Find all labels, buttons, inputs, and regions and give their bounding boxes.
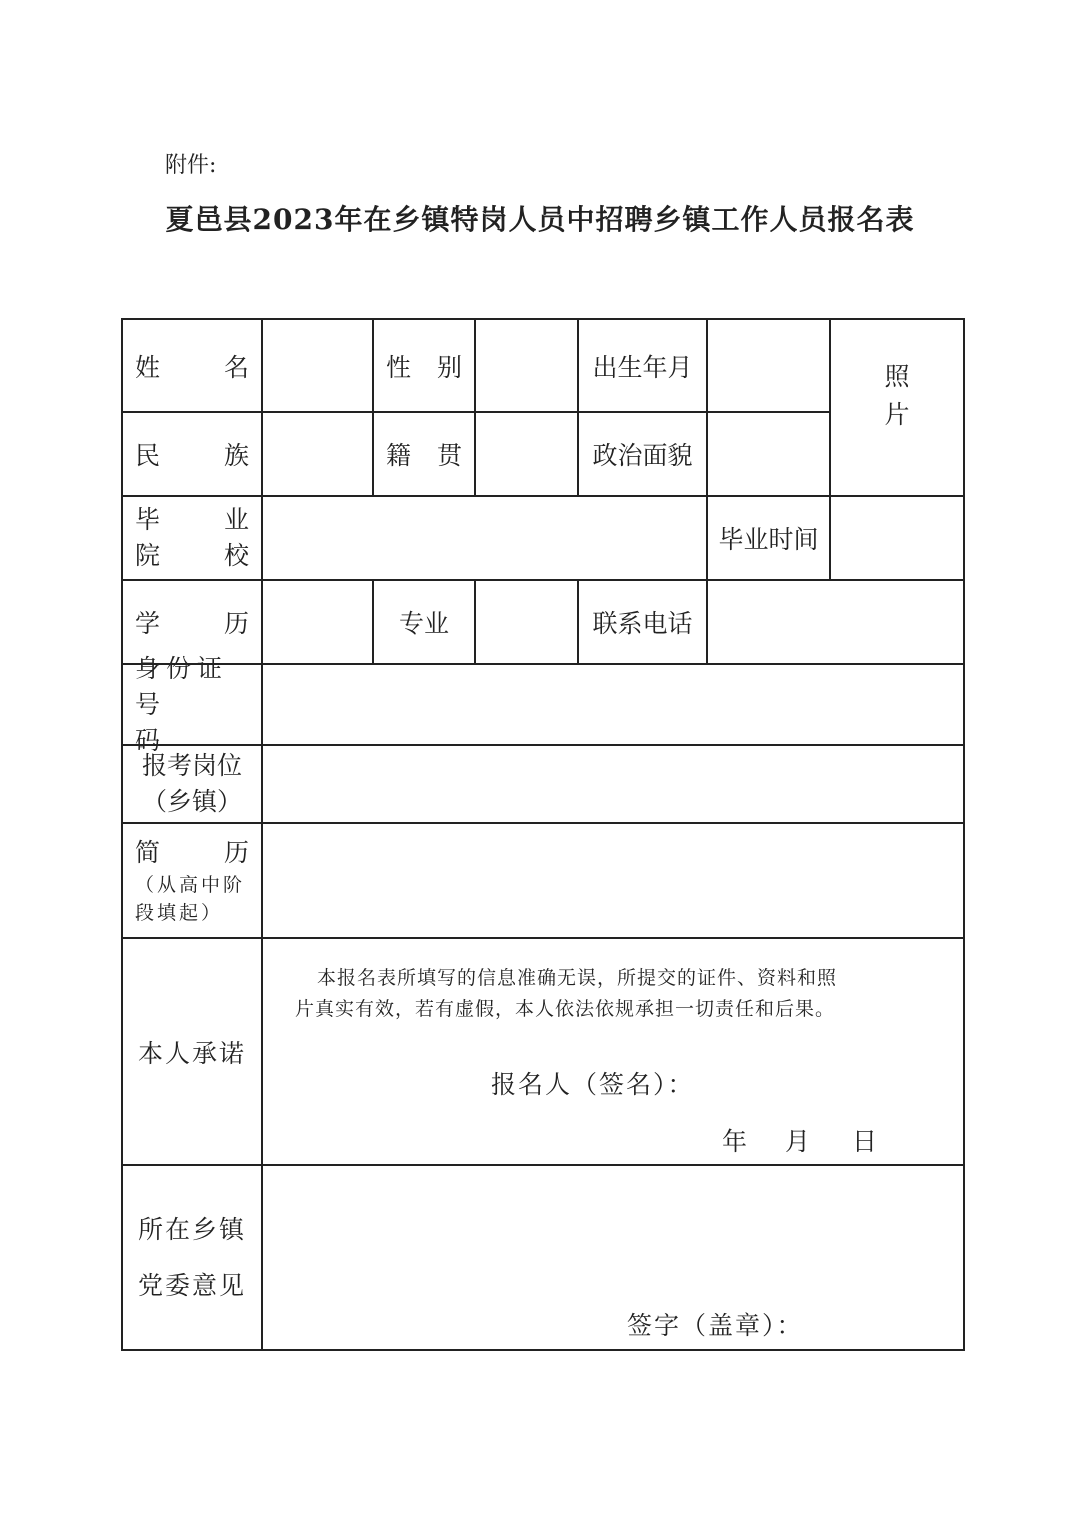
name-input-cell[interactable] (263, 320, 372, 411)
resume-label: 简 历 （从高中阶 段填起） (123, 824, 261, 937)
attachment-label: 附件: (165, 153, 217, 178)
form-title: 夏邑县2023年在乡镇特岗人员中招聘乡镇工作人员报名表 (165, 203, 915, 236)
education-label: 学 历 (135, 609, 249, 638)
signature-label: 报名人（签名）： (491, 1070, 695, 1099)
birth-input-cell[interactable] (708, 320, 829, 411)
photo-label-2: 片 (884, 399, 910, 429)
table-border-right (963, 318, 965, 1351)
date-day: 日 (851, 1127, 877, 1156)
name-label: 姓 名 (135, 352, 249, 382)
table-border-bottom (121, 1349, 965, 1351)
id-number-label: 身份证号 码 (135, 653, 229, 755)
photo-label-1: 照 (884, 361, 910, 391)
applied-post-label: 报考岗位 （乡镇） (141, 751, 242, 816)
major-input-cell[interactable] (476, 581, 577, 663)
political-status-label: 政治面貌 (592, 441, 693, 470)
party-committee-opinion-input-cell[interactable] (263, 1166, 963, 1349)
party-committee-opinion-label: 所在乡镇 党委意见 (137, 1214, 246, 1300)
date-year: 年 (722, 1127, 748, 1156)
major-label: 专业 (398, 609, 449, 638)
graduation-time-input-cell[interactable] (831, 497, 963, 579)
ethnic-label: 民 族 (135, 441, 249, 470)
date-month: 月 (784, 1127, 810, 1156)
sign-date (722, 1122, 877, 1158)
political-status-input-cell[interactable] (708, 413, 829, 495)
id-number-input-cell[interactable] (263, 665, 963, 744)
school-input-cell[interactable] (263, 497, 706, 579)
native-place-input-cell[interactable] (476, 413, 577, 495)
gender-label: 性 别 (386, 352, 462, 382)
applied-post-input-cell[interactable] (263, 746, 963, 822)
pledge-text: 本报名表所填写的信息准确无误，所提交的证件、资料和照 片真实有效，若有虚假，本人依法依规承担一切责任和后果。 (295, 967, 838, 1020)
seal-label: 签字（盖章）： (627, 1311, 804, 1340)
resume-input-cell[interactable] (263, 824, 963, 937)
phone-label: 联系电话 (592, 609, 693, 638)
birth-label: 出生年月 (592, 352, 693, 382)
education-input-cell[interactable] (263, 581, 372, 663)
ethnic-input-cell[interactable] (263, 413, 372, 495)
native-place-label: 籍 贯 (386, 441, 462, 470)
resume-note: （从高中阶 段填起） (135, 873, 246, 924)
gender-input-cell[interactable] (476, 320, 577, 411)
photo-cell[interactable] (831, 320, 963, 495)
phone-input-cell[interactable] (708, 581, 963, 663)
graduation-time-label: 毕业时间 (718, 525, 819, 554)
pledge-label: 本人承诺 (137, 1038, 246, 1068)
signature-area[interactable] (700, 1060, 950, 1104)
school-label: 毕 业 院 校 (135, 505, 249, 570)
